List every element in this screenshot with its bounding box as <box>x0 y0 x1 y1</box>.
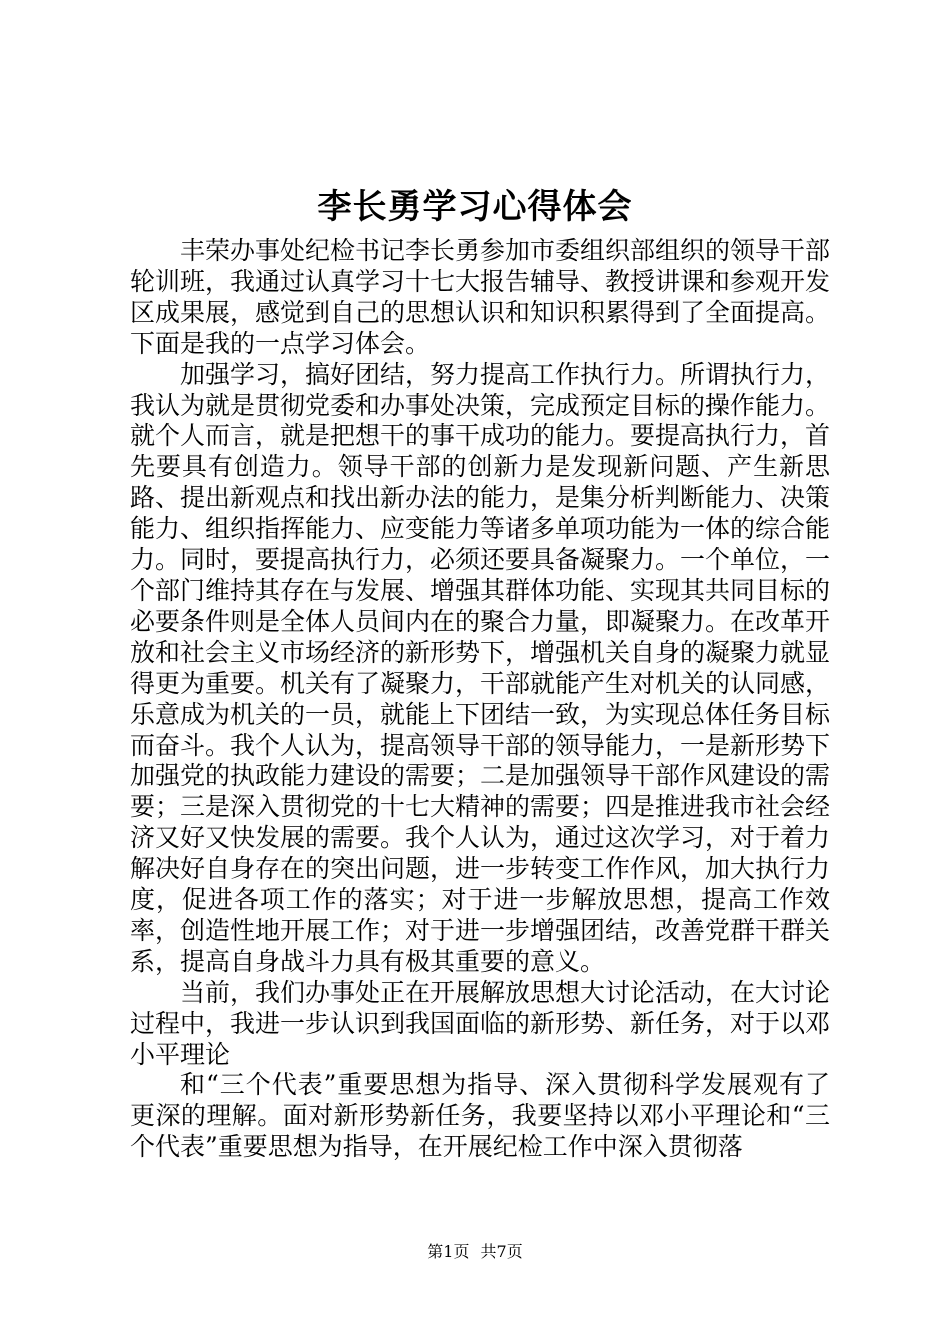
paragraph-1: 丰荣办事处纪检书记李长勇参加市委组织部组织的领导干部轮训班，我通过认真学习十七大报告辅导、教授讲课和参观开发区成果展，感觉到自己的思想认识和知识积累得到了全面提高。下面是我的一点学习体会。 <box>130 236 831 358</box>
paragraph-2: 加强学习，搞好团结，努力提高工作执行力。所谓执行力，我认为就是贯彻党委和办事处决策，完成预定目标的操作能力。就个人而言，就是把想干的事干成功的能力。要提高执行力，首先要具有创造力。领导干部的创新力是发现新问题、产生新思路、提出新观点和找出新办法的能力，是集分析判断能力、决策能力、组织指挥能力、应变能力等诸多单项功能为一体的综合能力。同时，要提高执行力，必须还要具备凝聚力。一个单位，一个部门维持其存在与发展、增强其群体功能、实现其共同目标的必要条件则是全体人员间内在的聚合力量，即凝聚力。在改革开放和社会主义市场经济的新形势下，增强机关自身的凝聚力就显得更为重要。机关有了凝聚力，干部就能产生对机关的认同感，乐意成为机关的一员，就能上下团结一致，为实现总体任务目标而奋斗。我个人认为，提高领导干部的领导能力，一是新形势下加强党的执政能力建设的需要；二是加强领导干部作风建设的需要；三是深入贯彻党的十七大精神的需要；四是推进我市社会经济又好又快发展的需要。我个人认为，通过这次学习，对于着力解决好自身存在的突出问题，进一步转变工作作风，加大执行力度，促进各项工作的落实；对于进一步解放思想，提高工作效率，创造性地开展工作；对于进一步增强团结，改善党群干群关系，提高自身战斗力具有极其重要的意义。 <box>130 359 831 976</box>
document-title: 李长勇学习心得体会 <box>317 187 633 227</box>
document-body <box>130 236 830 1163</box>
page-total: 共7页 <box>480 1242 523 1261</box>
page-footer <box>0 1241 950 1263</box>
page-number: 第1页 <box>427 1242 470 1261</box>
paragraph-3: 当前，我们办事处正在开展解放思想大讨论活动，在大讨论过程中，我进一步认识到我国面临的新形势、新任务，对于以邓小平理论 <box>130 977 831 1069</box>
paragraph-4: 和“三个代表”重要思想为指导、深入贯彻科学发展观有了更深的理解。面对新形势新任务，我要坚持以邓小平理论和“三个代表”重要思想为指导，在开展纪检工作中深入贯彻落 <box>130 1070 830 1162</box>
